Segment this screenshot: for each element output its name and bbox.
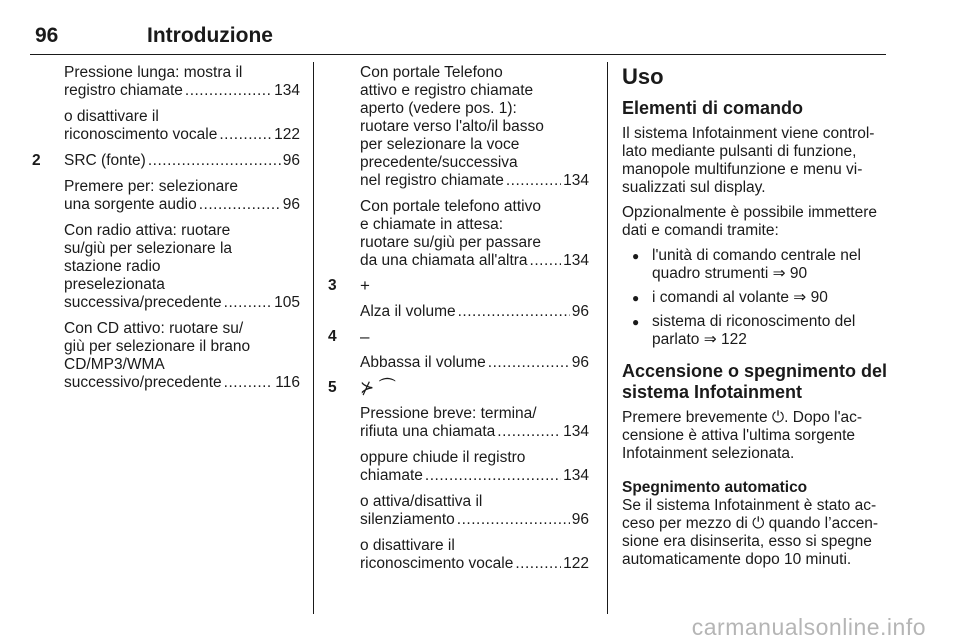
toc-line [360,303,589,321]
control-entry [326,277,589,321]
toc-text: da una chiamata all'altra [360,252,528,269]
page-reference: 134 [563,467,589,484]
toc-text: una sorgente audio [64,196,197,213]
bullet-item [622,289,888,307]
page-header [30,22,886,55]
entry-item [64,64,300,100]
toc-line [64,374,300,392]
text-line: dati e comandi tramite: [622,222,779,239]
page-reference: 122 [563,555,589,572]
page-reference: 134 [274,82,300,99]
toc-line [360,354,589,372]
page-reference: 96 [282,196,300,213]
text-line: automaticamente dopo 10 minuti. [622,551,852,568]
toc-text: chiamate [360,467,423,484]
text-line: sualizzati sul display. [622,179,766,196]
toc-text: nel registro chiamate [360,172,504,189]
entry-item [360,198,589,270]
text-line: Infotainment selezionata. [622,445,795,462]
column-controls-list-1 [30,64,300,399]
text-line: Con radio attiva: ruotare [64,222,231,239]
page-reference: 116 [275,374,300,391]
text-line: giù per selezionare il brano [64,338,251,355]
section-title: Uso [622,64,664,89]
page-reference: 96 [571,354,589,371]
control-entry [30,64,300,144]
column-divider [313,62,314,614]
text-line: ceso per mezzo di ⏻ quando l’accen- [622,515,879,532]
dot-leader [515,555,561,573]
text-line: ruotare su/giù per passare [360,234,541,251]
dot-leader [219,126,272,144]
watermark: carmanualsonline.info [691,614,926,640]
dot-leader [457,511,570,529]
toc-line [64,294,300,312]
paragraph-intro [622,125,888,197]
dot-leader [199,196,281,214]
text-line: Con portale telefono attivo [360,198,541,215]
control-number: 4 [328,328,337,345]
text-line: aperto (vedere pos. 1): [360,100,517,117]
text-line: lato mediante pulsanti di funzione, [622,143,857,160]
page-reference: 105 [274,294,300,311]
entry-item [360,449,589,485]
text-line: Pressione breve: termina/ [360,405,537,422]
dot-leader [488,354,570,372]
entry-item [360,405,589,441]
control-number: 2 [32,152,41,169]
entry-item [64,222,300,312]
text-line: ruotare verso l'alto/il basso [360,118,544,135]
toc-line [64,196,300,214]
text-line: Opzionalmente è possibile immettere [622,204,878,221]
entry-item [360,493,589,529]
control-entry [326,379,589,573]
dot-leader [224,374,274,392]
heading-line: Accensione o spegnimento del [622,361,888,381]
dot-leader [530,252,562,270]
entry-item [360,64,589,190]
text-line: attivo e registro chiamate [360,82,534,99]
entry-item [360,354,589,372]
text-line: o disattivare il [64,108,159,125]
text-line: Premere per: selezionare [64,178,239,195]
toc-text: SRC (fonte) [64,152,146,169]
toc-line [360,423,589,441]
text-line: Pressione lunga: mostra il [64,64,243,81]
dot-leader [148,152,281,170]
paragraph-power [622,409,888,463]
text-line: ● i comandi al volante ⇒ 90 [652,289,828,306]
chapter-title: Introduzione [147,24,273,47]
dot-leader [185,82,272,100]
text-line: e chiamate in attesa: [360,216,504,233]
entry-item [64,178,300,214]
control-symbol: – [360,327,370,346]
entry-item [360,537,589,573]
column-divider [607,62,608,614]
dot-leader [497,423,561,441]
text-line: Premere brevemente ⏻. Dopo l'ac- [622,409,863,426]
toc-text: Abbassa il volume [360,354,486,371]
toc-line [64,82,300,100]
text-line: parlato ⇒ 122 [652,331,747,348]
toc-line [360,467,589,485]
control-number: 3 [328,277,337,294]
text-line: censione è attiva l'ultima sorgente [622,427,856,444]
toc-line [360,172,589,190]
entry-item [64,320,300,392]
text-line: precedente/successiva [360,154,518,171]
entry-item [64,152,300,170]
text-line: o attiva/disattiva il [360,493,483,510]
bullet-item [622,313,888,349]
page-reference: 122 [274,126,300,143]
toc-text: successivo/precedente [64,374,222,391]
toc-line [360,252,589,270]
text-line: sione era disinserita, esso si spegne [622,533,872,550]
dot-leader [506,172,561,190]
page-reference: 96 [282,152,300,169]
toc-line [64,152,300,170]
dot-leader [458,303,570,321]
text-line: Il sistema Infotainment viene control- [622,125,875,142]
control-number: 5 [328,379,337,396]
page-number: 96 [35,24,59,47]
entry-item [360,303,589,321]
page-reference: 134 [563,172,589,189]
text-line: ● sistema di riconoscimento del [652,313,856,330]
toc-text: riconoscimento vocale [360,555,514,572]
text-line: Con CD attivo: ruotare su/ [64,320,244,337]
text-line: oppure chiude il registro [360,449,526,466]
toc-text: riconoscimento vocale [64,126,218,143]
text-line: su/giù per selezionare la [64,240,233,257]
control-symbol: ⊁ ⏜ [360,378,396,397]
text-line: preselezionata [64,276,165,293]
toc-text: rifiuta una chiamata [360,423,496,440]
text-line: Con portale Telefono [360,64,503,81]
text-line: CD/MP3/WMA [64,356,165,373]
page-reference: 134 [563,423,589,440]
page-reference: 96 [571,511,589,528]
control-symbol: + [360,276,370,295]
control-entry [326,328,589,372]
heading-control-elements: Elementi di comando [622,98,804,118]
text-line: o disattivare il [360,537,455,554]
bullet-list [622,247,888,349]
paragraph-auto-off [622,497,888,569]
heading-line: sistema Infotainment [622,382,803,402]
entry-item [64,108,300,144]
page-reference: 96 [571,303,589,320]
paragraph-input-options [622,204,888,240]
column-usage [622,64,888,576]
control-entry [30,152,300,392]
text-line: stazione radio [64,258,161,275]
text-line: ● l'unità di comando centrale nel [652,247,861,264]
dot-leader [425,467,561,485]
text-line: manopole multifunzione e menu vi- [622,161,863,178]
text-line: Se il sistema Infotainment è stato ac- [622,497,877,514]
toc-text: registro chiamate [64,82,183,99]
text-line: per selezionare la voce [360,136,520,153]
column-controls-list-2 [326,64,589,580]
toc-line [360,555,589,573]
page-reference: 134 [563,252,589,269]
toc-text: silenziamento [360,511,455,528]
toc-text: successiva/precedente [64,294,222,311]
dot-leader [224,294,272,312]
heading-power [622,361,888,403]
toc-line [64,126,300,144]
text-line: quadro strumenti ⇒ 90 [652,265,808,282]
toc-line [360,511,589,529]
toc-text: Alza il volume [360,303,456,320]
bullet-item [622,247,888,283]
control-entry [326,64,589,270]
heading-auto-off: Spegnimento automatico [622,479,808,496]
